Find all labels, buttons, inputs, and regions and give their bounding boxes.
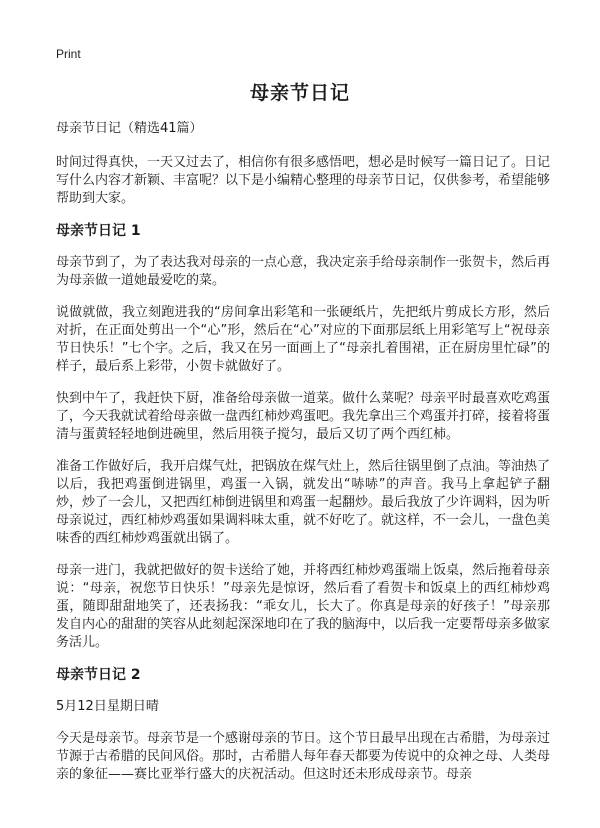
paragraph: 说做就做，我立刻跑进我的“房间拿出彩笔和一张硬纸片，先把纸片剪成长方形，然后对折，在正面处剪出一个“心”形，然后在“心”对应的下面那层纸上用彩笔写上“祝母亲节日快乐！”七个字。之后，我又在另一面画上了“母亲扎着围裙，正在厨房里忙碌”的样子，最后系上彩带，小贺卡就做好了。 <box>56 305 550 374</box>
diary-date: 5月12日星期日晴 <box>56 699 159 714</box>
paragraph: 快到中午了，我赶快下厨，准备给母亲做一道菜。做什么菜呢？母亲平时最喜欢吃鸡蛋了，今天我就试着给母亲做一盘西红柿炒鸡蛋吧。我先拿出三个鸡蛋并打碎，接着将蛋清与蛋黄轻轻地倒进碗里，然后用筷子搅匀，最后又切了两个西红柿。 <box>56 391 551 442</box>
paragraph: 母亲节到了，为了表达我对母亲的一点心意，我决定亲手给母亲制作一张贺卡，然后再为母亲做一道她最爱吃的菜。 <box>56 255 551 288</box>
diary-section-1 <box>56 222 550 652</box>
section-heading: 母亲节日记 1 <box>56 223 141 239</box>
section-heading: 母亲节日记 2 <box>56 667 141 683</box>
paragraph: 今天是母亲节。母亲节是一个感谢母亲的节日。这个节日最早出现在古希腊，为母亲过节源于古希腊的民间风俗。那时，古希腊人每年春天都要为传说中的众神之母、人类母亲的象征——赛比亚举行盛大的庆祝活动。但这时还未形成母亲节。母亲 <box>56 731 551 782</box>
document-body <box>56 120 550 798</box>
document-subtitle: 母亲节日记（精选41篇） <box>56 121 203 136</box>
diary-section-2 <box>56 666 550 784</box>
paragraph: 母亲一进门，我就把做好的贺卡送给了她，并将西红柿炒鸡蛋端上饭桌，然后拖着母亲说：“母亲，祝您节日快乐！”母亲先是惊讶，然后看了看贺卡和饭桌上的西红柿炒鸡蛋，随即甜甜地笑了，还表扬我：“乖女儿，长大了。你真是母亲的好孩子！”母亲那发自内心的甜甜的笑容从此刻起深深地印在了我的脑海中，以后我一定要帮母亲多做家务活儿。 <box>56 563 551 650</box>
document-title: 母亲节日记 <box>249 82 350 104</box>
paragraph: 准备工作做好后，我开启煤气灶，把锅放在煤气灶上，然后往锅里倒了点油。等油热了以后，我把鸡蛋倒进锅里，鸡蛋一入锅，就发出“哧哧”的声音。我马上拿起铲子翻炒，炒了一会儿，又把西红柿倒进锅里和鸡蛋一起翻炒。最后我放了少许调料，因为听母亲说过，西红柿炒鸡蛋如果调料味太重，就不好吃了。就这样，不一会儿，一盘色美味香的西红柿炒鸡蛋就出锅了。 <box>56 459 551 546</box>
intro-paragraph: 时间过得真快，一天又过去了，相信你有很多感悟吧，想必是时候写一篇日记了。日记写什么内容才新颖、丰富呢？以下是小编精心整理的母亲节日记，仅供参考，希望能够帮助到大家。 <box>56 155 551 206</box>
print-link[interactable]: Print <box>56 47 81 61</box>
